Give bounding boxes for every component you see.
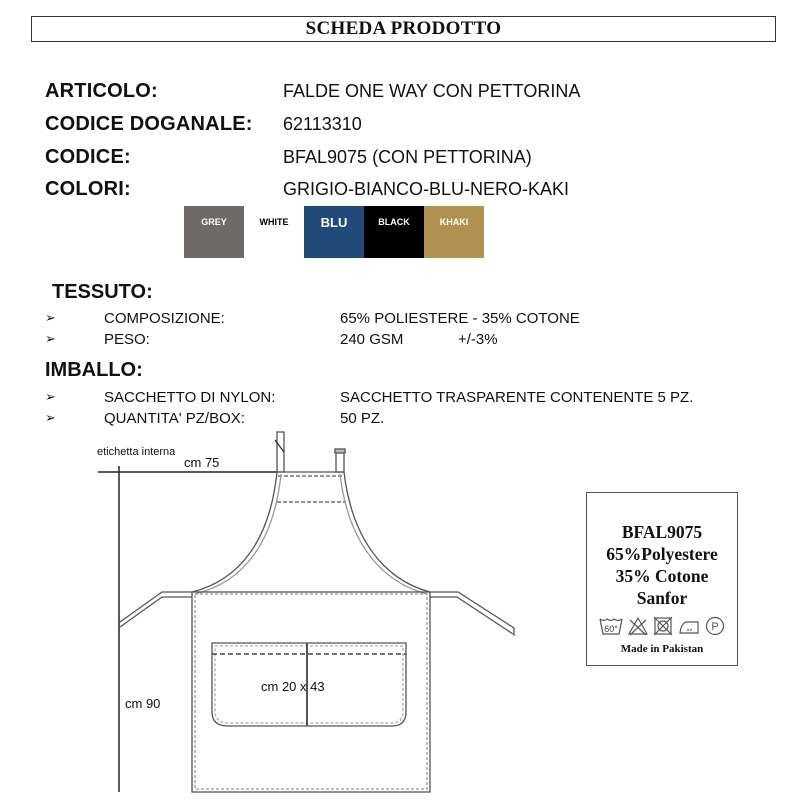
info-label: COLORI: <box>45 177 131 200</box>
item-key: PESO: <box>104 330 150 348</box>
bib-left-edge <box>192 472 277 592</box>
wash-60-icon <box>598 615 624 637</box>
item-key: COMPOSIZIONE: <box>104 309 225 327</box>
width-dimension: cm 75 <box>184 455 220 470</box>
care-icons <box>587 615 737 637</box>
info-value: 62113310 <box>283 113 362 134</box>
neck-strap-left <box>277 432 284 472</box>
info-value: FALDE ONE WAY CON PETTORINA <box>283 80 581 101</box>
dry-clean-p-icon <box>704 615 726 637</box>
info-label: CODICE DOGANALE: <box>45 112 253 135</box>
swatch-blu: BLU <box>304 206 364 258</box>
item-tolerance: +/-3% <box>458 330 498 348</box>
origin-text: Made in Pakistan <box>620 643 704 655</box>
swatch-khaki: KHAKI <box>424 206 484 258</box>
info-label: ARTICOLO: <box>45 79 158 102</box>
swatch-black: BLACK <box>364 206 424 258</box>
waist-tie-right <box>430 592 514 636</box>
info-value: BFAL9075 (CON PETTORINA) <box>283 146 532 167</box>
item-key: SACCHETTO DI NYLON: <box>104 388 276 406</box>
bullet-icon: ➢ <box>45 331 56 346</box>
pocket-dimension: cm 20 x 43 <box>261 679 325 694</box>
care-label-line: 65%Polyestere <box>606 544 718 564</box>
bullet-icon: ➢ <box>45 410 56 425</box>
bullet-icon: ➢ <box>45 310 56 325</box>
care-label <box>586 492 738 666</box>
bullet-icon: ➢ <box>45 389 56 404</box>
section-tessuto: TESSUTO: <box>52 281 153 303</box>
item-value: 65% POLIESTERE - 35% COTONE <box>340 309 580 327</box>
page-title: SCHEDA PRODOTTO <box>305 18 502 39</box>
swatch-grey: GREY <box>184 206 244 258</box>
neck-strap-right <box>336 452 344 472</box>
info-label: CODICE: <box>45 145 131 168</box>
info-value: GRIGIO-BIANCO-BLU-NERO-KAKI <box>283 178 570 199</box>
label-note: etichetta interna <box>97 446 176 458</box>
section-imballo: IMBALLO: <box>45 359 143 381</box>
no-tumble-dry-icon <box>652 615 674 637</box>
item-value: SACCHETTO TRASPARENTE CONTENENTE 5 PZ. <box>340 388 694 406</box>
care-label-line: Sanfor <box>636 588 688 608</box>
item-key: QUANTITA' PZ/BOX: <box>104 409 245 427</box>
iron-low-icon <box>677 615 701 637</box>
svg-text:60°: 60° <box>604 624 618 634</box>
no-bleach-icon <box>627 615 649 637</box>
item-value: 240 GSM <box>340 330 404 348</box>
height-dimension: cm 90 <box>125 696 161 711</box>
svg-text:P: P <box>711 621 719 633</box>
waist-tie-left <box>120 592 192 627</box>
care-label-code: BFAL9075 <box>621 522 703 542</box>
item-value: 50 PZ. <box>340 409 385 427</box>
swatch-white: WHITE <box>244 206 304 258</box>
care-label-line: 35% Cotone <box>615 566 709 586</box>
